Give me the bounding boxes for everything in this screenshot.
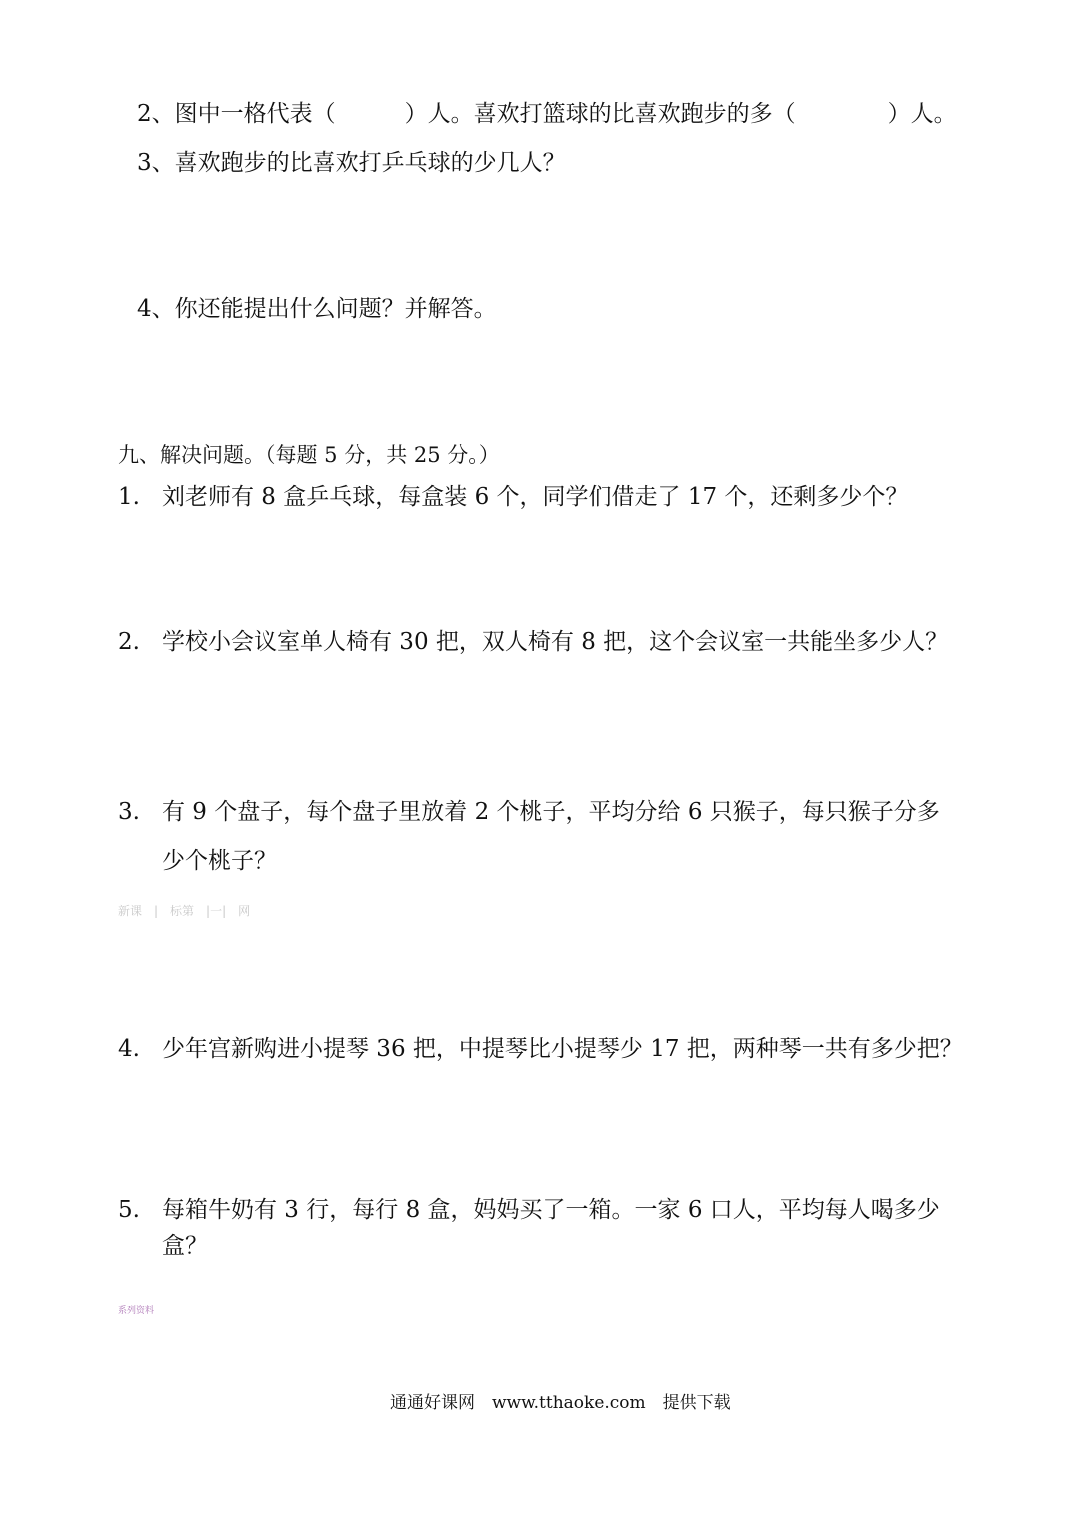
problem-text: 学校小会议室单人椅有 30 把，双人椅有 8 把，这个会议室一共能坐多少人？ xyxy=(162,629,949,655)
problem-text: 少年宫新购进小提琴 36 把，中提琴比小提琴少 17 把，两种琴一共有多少把？ xyxy=(162,1036,963,1062)
problem-5 xyxy=(118,1195,940,1225)
problem-text: 每箱牛奶有 3 行，每行 8 盒，妈妈买了一箱。一家 6 口人，平均每人喝多少 xyxy=(162,1197,940,1223)
problem-number: 2. xyxy=(118,629,140,655)
watermark-series: 系列资料 xyxy=(118,1306,155,1316)
question-2: 2、图中一格代表（ ）人。喜欢打篮球的比喜欢跑步的多（ ）人。 xyxy=(137,101,957,127)
problem-number: 1. xyxy=(118,484,140,510)
problem-4 xyxy=(118,1034,963,1064)
question-3: 3、喜欢跑步的比喜欢打乒乓球的少几人？ xyxy=(137,150,566,176)
problem-3-continuation: 少个桃子？ xyxy=(162,848,277,874)
problem-text: 有 9 个盘子，每个盘子里放着 2 个桃子，平均分给 6 只猴子，每只猴子分多 xyxy=(162,799,940,825)
problem-text: 刘老师有 8 盒乒乓球，每盒装 6 个，同学们借走了 17 个，还剩多少个？ xyxy=(162,484,909,510)
question-4: 4、你还能提出什么问题？并解答。 xyxy=(137,296,497,322)
problem-3 xyxy=(118,797,940,827)
footer-credit: 通通好课网 www.tthaoke.com 提供下载 xyxy=(390,1393,731,1413)
problem-number: 3. xyxy=(118,799,140,825)
problem-2 xyxy=(118,627,948,657)
watermark-text: 新课 | 标第 |一| 网 xyxy=(118,904,251,918)
problem-number: 4. xyxy=(118,1036,140,1062)
problem-5-continuation: 盒？ xyxy=(162,1233,208,1259)
problem-number: 5. xyxy=(118,1197,140,1223)
section-heading: 九、解决问题。（每题 5 分，共 25 分。） xyxy=(118,443,500,467)
problem-1 xyxy=(118,482,908,512)
